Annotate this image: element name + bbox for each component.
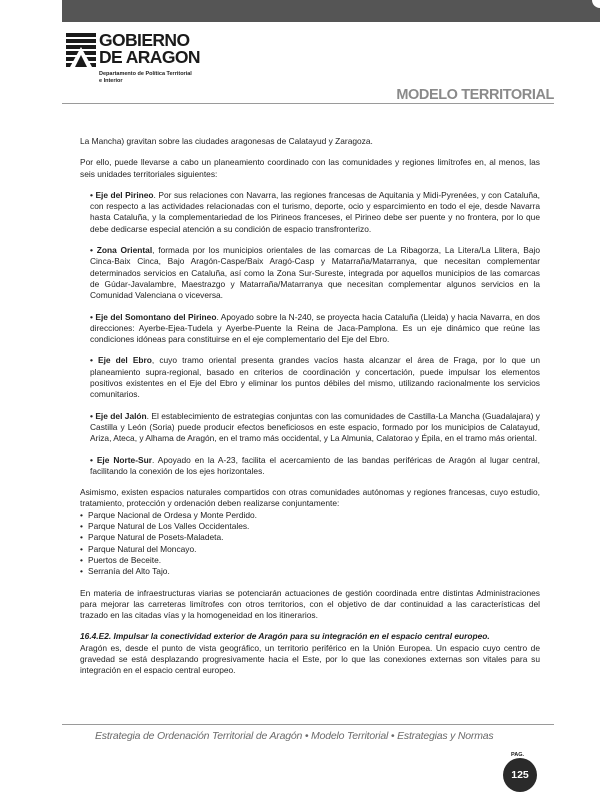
list-item: • Serranía del Alto Tajo. [80, 566, 540, 577]
axis-title: • Eje del Jalón [90, 410, 147, 421]
footer-divider [62, 724, 554, 725]
axis-item [90, 312, 540, 346]
list-item: • Parque Natural de Posets-Maladeta. [80, 532, 540, 543]
axis-title: • Zona Oriental [90, 245, 153, 256]
page-label: PAG. [511, 752, 525, 758]
axis-text: . El establecimiento de estrategias conjuntas con las comunidades de Castilla-La Mancha (Guadalajara) y Castilla y León (Soria) puede producir efectos beneficiosos en este espacio, formado por los municipios de Calatayud, Ariza, Ateca, y Alhama de Aragón, en el tramo más occidental, y La Almunia, Calatorao y Épila, en el tramo más oriental. [90, 410, 540, 444]
axis-title: • Eje Norte-Sur [90, 454, 152, 465]
planning-paragraph: Por ello, puede llevarse a cabo un planeamiento coordinado con las comunidades y regiones limítrofes en, al menos, las seis unidades territoriales siguientes: [80, 157, 540, 179]
footer-text: Estrategia de Ordenación Territorial de Aragón • Modelo Territorial • Estrategias y Normas [95, 730, 494, 742]
logo-title-line1: GOBIERNO [99, 30, 190, 50]
intro-paragraph: La Mancha) gravitan sobre las ciudades aragonesas de Calatayud y Zaragoza. [80, 136, 373, 146]
axis-item [90, 455, 540, 478]
logo-title [99, 32, 200, 66]
page-number: 125 [511, 769, 529, 781]
axis-title: • Eje del Ebro [90, 355, 152, 366]
axis-text: , formada por los municipios orientales de las comarcas de La Ribagorza, La Litera/La Llitera, Bajo Cinca-Baix Cinca, Bajo Aragón-Caspe/Baix Aragó-Casp y Matarraña/Matarranya, que necesitan complementar determinados servicios en Cataluña, así como la Zona Sur-Sureste, integrada por aquellos municipios de las comarcas de Gúdar-Javalambre, Maestrazgo y Matarraña/Matarranya que necesitan complementar algunos servicios en la Comunidad Valenciana o viceversa. [90, 245, 540, 301]
connectivity-paragraph: Aragón es, desde el punto de vista geográfico, un territorio periférico en la Unión Europea. Un espacio cuyo centro de gravedad se está desplazando progresivamente hacia el Este, por lo que las conexiones externas son vitales para su integración en el espacio central europeo. [80, 642, 540, 676]
logo-subtitle [99, 71, 192, 84]
axis-text: , cuyo tramo oriental presenta grandes vacíos hasta alcanzar el área de Fraga, por lo que un planeamiento supra-regional, basado en criterios de coordinación y concertación, puede impulsar los elementos positivos existentes en el Eje del Ebro y eliminar los puntos débiles del mismo, utilizando racionalmente los servicios comunitarios. [90, 355, 540, 400]
list-item: • Parque Natural de Los Valles Occidentales. [80, 521, 540, 532]
axis-item [90, 411, 540, 445]
axis-text: . Apoyado en la A-23, facilita el acercamiento de las bandas periféricas de Aragón al lugar central, facilitando la conexión de los ejes horizontales. [90, 454, 540, 476]
section-title: MODELO TERRITORIAL [396, 87, 554, 103]
list-item: • Parque Nacional de Ordesa y Monte Perdido. [80, 510, 540, 521]
list-item: • Parque Natural del Moncayo. [80, 544, 540, 555]
page-number-badge [503, 758, 537, 792]
natural-spaces-list [80, 510, 540, 578]
header-band [62, 0, 600, 22]
axis-text: . Por sus relaciones con Navarra, las regiones francesas de Aquitania y Midi-Pyrenées, y con Cataluña, con respecto a las actividades relacionadas con el turismo, deporte, ocio y esparcimiento en todo el eje, desde Navarra hasta Cataluña, y la complementariedad de los Pirineos franceses, el Pirineo debe ser puente y no frontera, por lo que debe dedicarse especial atención a su condición de espacio transfronterizo. [90, 189, 540, 234]
axis-text: . Apoyado sobre la N-240, se proyecta hacia Cataluña (Lleida) y hacia Navarra, en dos direcciones: Ayerbe-Ejea-Tudela y Ayerbe-Puente la Reina de Jaca-Pamplona. Es un eje dinámico que reúne las condiciones idóneas para constituirse en el eje complementario del Eje del Ebro. [90, 311, 540, 345]
logo-title-line2: DE ARAGON [99, 47, 200, 67]
section-subheading: 16.4.E2. Impulsar la conectividad exterior de Aragón para su integración en el espacio central europeo. [80, 631, 490, 642]
document-body [80, 136, 540, 687]
header-divider [62, 103, 554, 104]
aragon-emblem-icon [66, 33, 96, 69]
axis-title: • Eje del Somontano del Pirineo [90, 311, 217, 322]
logo-subtitle-line1: Departamento de Política Territorial [99, 71, 192, 77]
axis-title: • Eje del Pirineo [90, 189, 154, 200]
natural-spaces-paragraph: Asimismo, existen espacios naturales compartidos con otras comunidades autónomas y regiones francesas, cuyo estudio, tratamiento, protección y ordenación deben realizarse conjuntamente: [80, 487, 540, 509]
list-item: • Puertos de Beceite. [80, 555, 540, 566]
gobierno-aragon-logo [66, 31, 266, 91]
axis-item [90, 245, 540, 301]
infrastructure-paragraph: En materia de infraestructuras viarias se potenciarán actuaciones de gestión coordinada entre distintas Administraciones para mejorar las carreteras limítrofes con otros territorios, con el objetivo de dar continuidad a las características del trazado en las citadas vías y la homogeneidad en los itinerarios. [80, 587, 540, 621]
axis-item [90, 190, 540, 235]
axis-item [90, 355, 540, 400]
logo-subtitle-line2: e Interior [99, 77, 123, 84]
